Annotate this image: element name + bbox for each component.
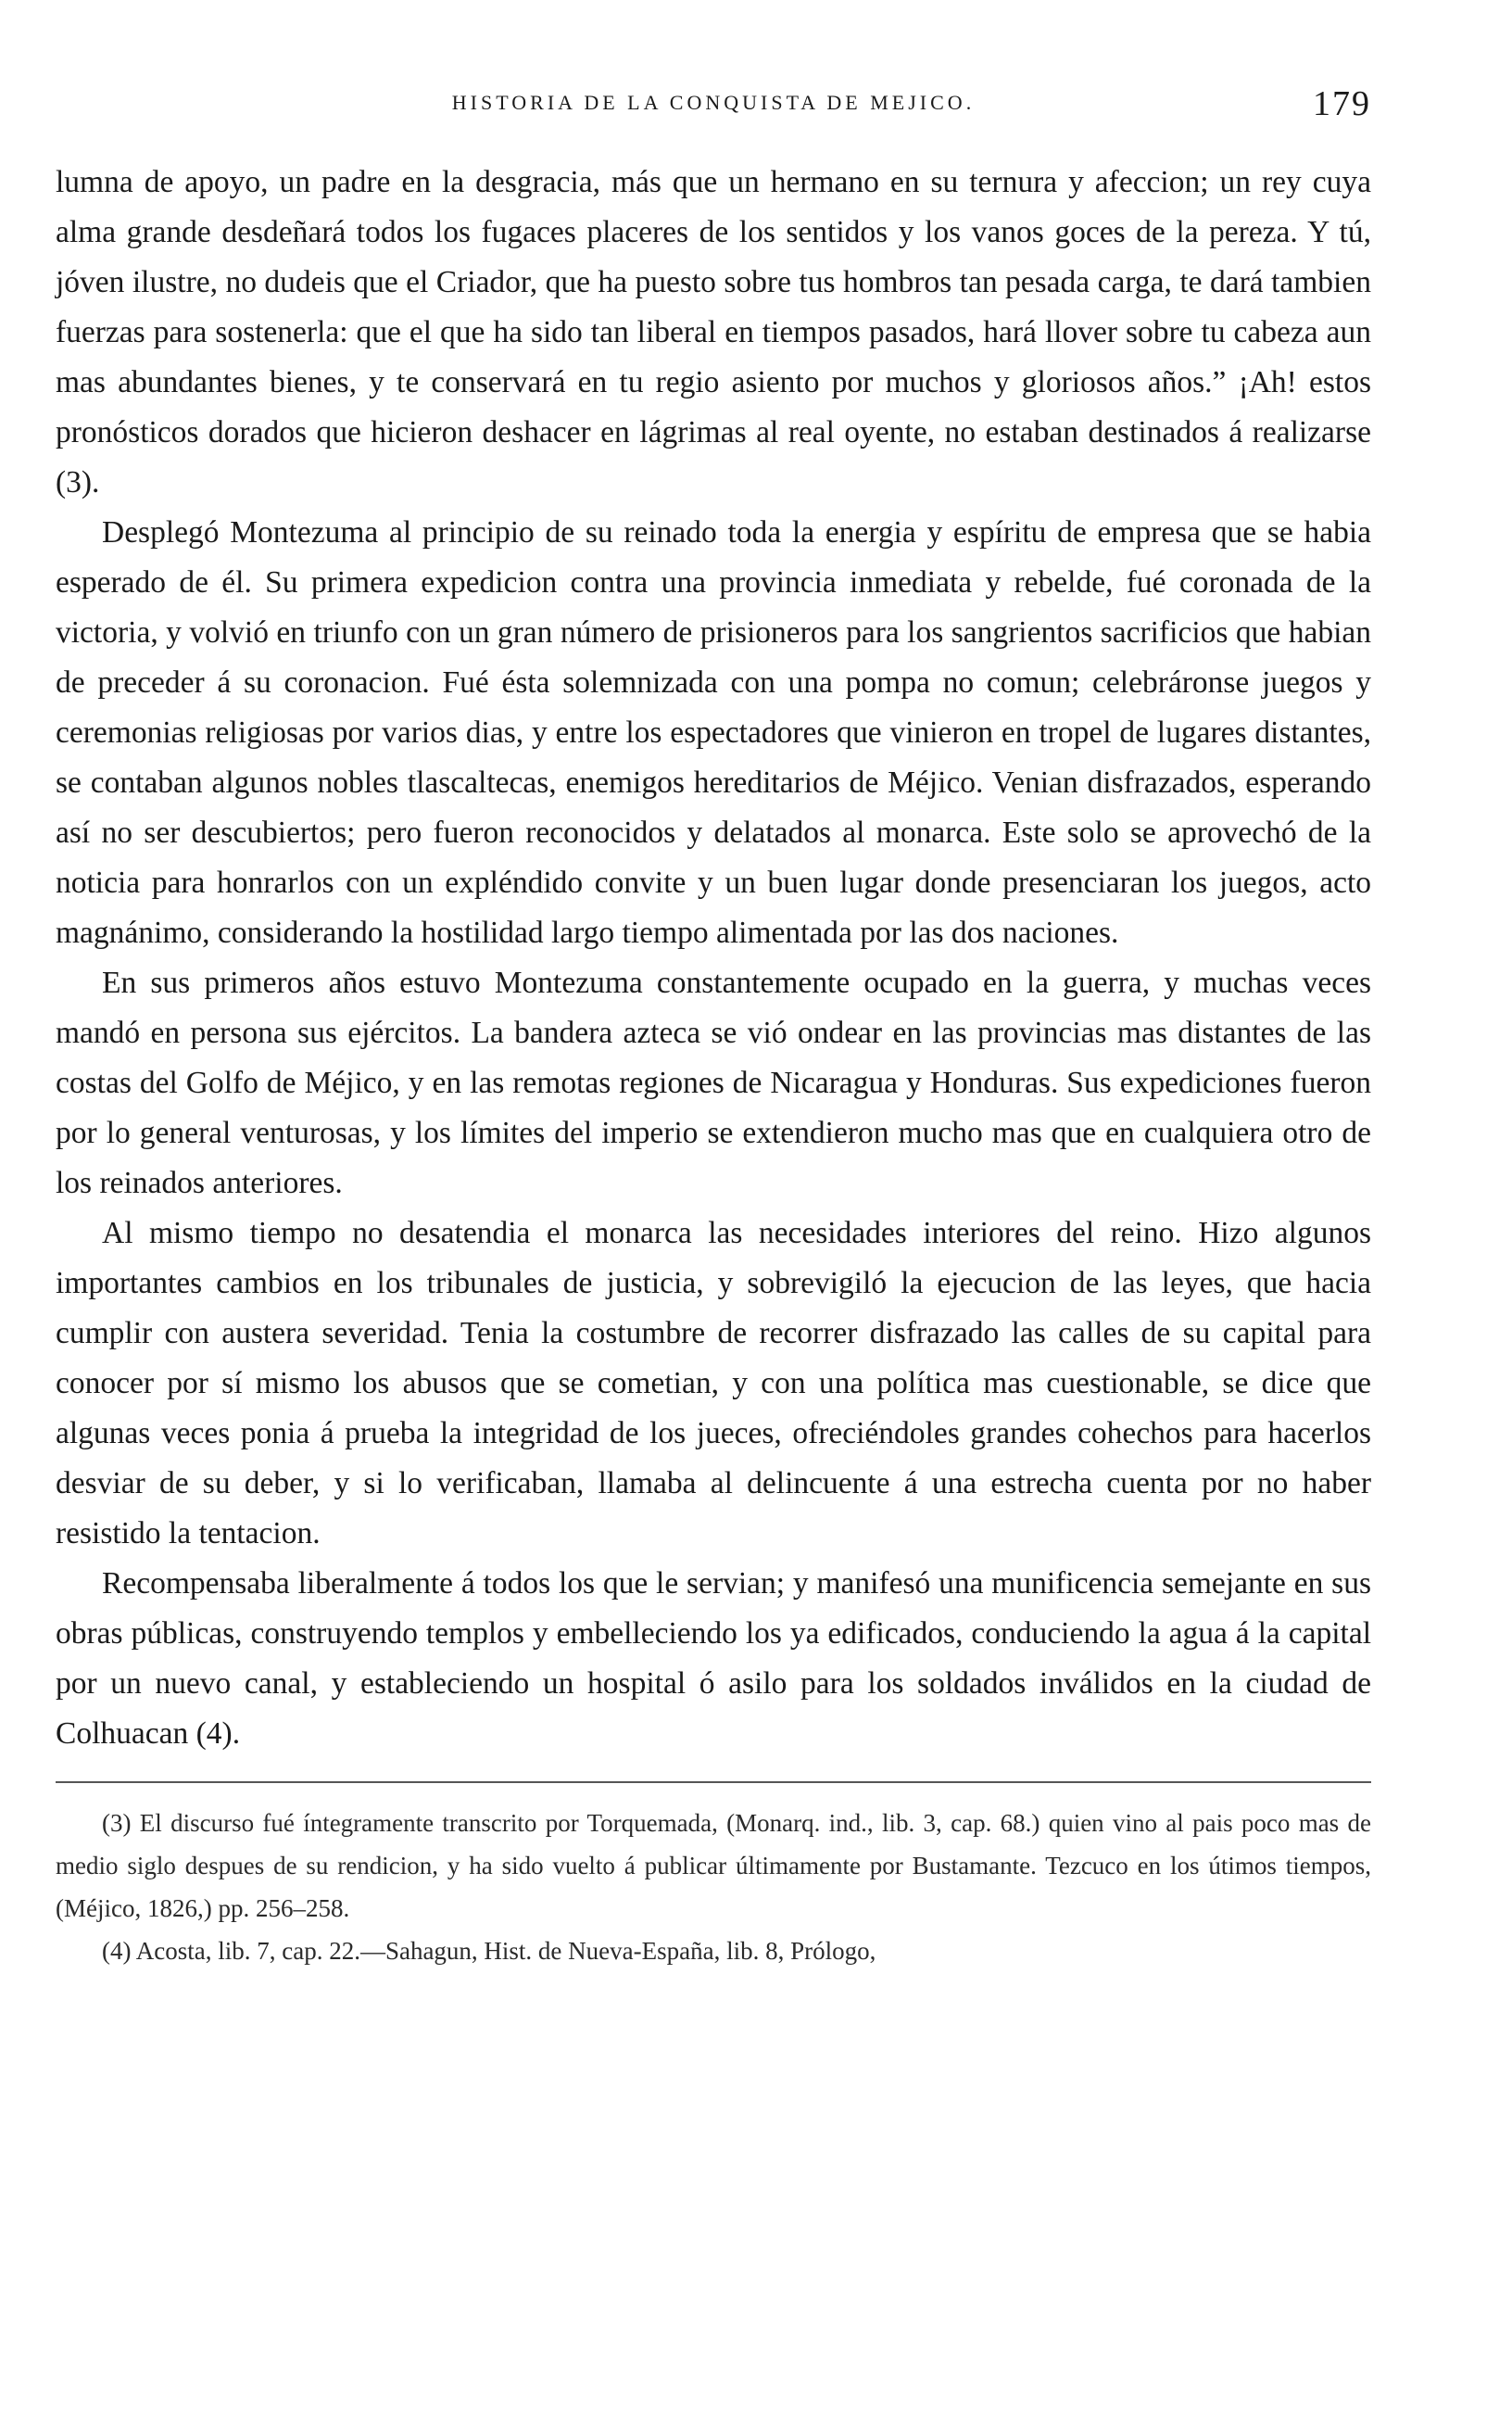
book-page — [56, 83, 1371, 1972]
paragraph: Recompensaba liberalmente á todos los que le servian; y manifesó una munificencia semejante en sus obras públicas, construyendo templos y embelleciendo los ya edificados, conduciendo la agua á la capital por un nuevo canal, y estableciendo un hospital ó asilo para los soldados inválidos en la ciudad de Colhuacan (4). — [56, 1566, 1371, 1751]
footnote-divider — [56, 1781, 1371, 1783]
body-text — [56, 158, 1371, 1759]
paragraph: En sus primeros años estuvo Montezuma constantemente ocupado en la guerra, y muchas veces mandó en persona sus ejércitos. La bandera azteca se vió ondear en las provincias mas distantes de las costas del Golfo de Méjico, y en las remotas regiones de Nicaragua y Honduras. Sus expediciones fueron por lo general venturosas, y los límites del imperio se extendieron mucho mas que en cualquiera otro de los reinados anteriores. — [56, 966, 1371, 1200]
running-head — [56, 83, 1371, 139]
footnote: (4) Acosta, lib. 7, cap. 22.—Sahagun, Hist. de Nueva-España, lib. 8, Prólogo, — [102, 1937, 876, 1965]
paragraph-continuation: lumna de apoyo, un padre en la desgracia, más que un hermano en su ternura y afeccion; un rey cuya alma grande desdeñará todos los fugaces placeres de los sentidos y los vanos goces de la pereza. Y tú, jóven ilustre, no dudeis que el Criador, que ha puesto sobre tus hombros tan pesada carga, te dará tambien fuerzas para sostenerla: que el que ha sido tan liberal en tiempos pasados, hará llover sobre tu cabeza aun mas abundantes bienes, y te conservará en tu regio asiento por muchos y gloriosos años.” ¡Ah! estos pronósticos dorados que hicieron deshacer en lágrimas al real oyente, no estaban destinados á realizarse (3). — [56, 165, 1371, 500]
footnotes — [56, 1802, 1371, 1972]
paragraph: Desplegó Montezuma al principio de su reinado toda la energia y espíritu de empresa que se habia esperado de él. Su primera expedicion contra una provincia inmediata y rebelde, fué coronada de la victoria, y volvió en triunfo con un gran número de prisioneros para los sangrientos sacrificios que habian de preceder á su coronacion. Fué ésta solemnizada con una pompa no comun; celebráronse juegos y ceremonias religiosas por varios dias, y entre los espectadores que vinieron en tropel de lugares distantes, se contaban algunos nobles tlascaltecas, enemigos hereditarios de Méjico. Venian disfrazados, esperando así no ser descubiertos; pero fueron reconocidos y delatados al monarca. Este solo se aprovechó de la noticia para honrarlos con un expléndido convite y un buen lugar donde presenciaran los juegos, acto magnánimo, considerando la hostilidad largo tiempo alimentada por las dos naciones. — [56, 515, 1371, 950]
footnote: (3) El discurso fué íntegramente transcrito por Torquemada, (Monarq. ind., lib. 3, cap. 68.) quien vino al pais poco mas de medio siglo despues de su rendicion, y ha sido vuelto á publicar últimamente por Bustamante. Tezcuco en los útimos tiempos, (Méjico, 1826,) pp. 256–258. — [56, 1809, 1371, 1922]
running-title: HISTORIA DE LA CONQUISTA DE MEJICO. — [451, 91, 976, 114]
page-number: 179 — [1313, 84, 1371, 123]
paragraph: Al mismo tiempo no desatendia el monarca las necesidades interiores del reino. Hizo algunos importantes cambios en los tribunales de justicia, y sobrevigiló la ejecucion de las leyes, que hacia cumplir con austera severidad. Tenia la costumbre de recorrer disfrazado las calles de su capital para conocer por sí mismo los abusos que se cometian, y con una política mas cuestionable, se dice que algunas veces ponia á prueba la integridad de los jueces, ofreciéndoles grandes cohechos para hacerlos desviar de su deber, y si lo verificaban, llamaba al delincuente á una estrecha cuenta por no haber resistido la tentacion. — [56, 1216, 1371, 1550]
